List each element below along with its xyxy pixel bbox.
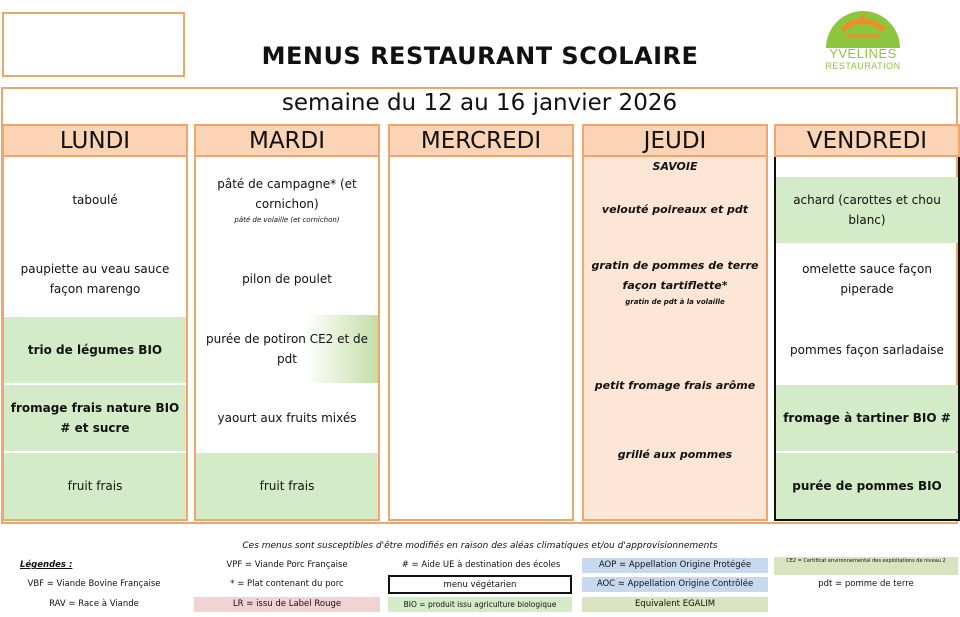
legend-lr: LR = issu de Label Rouge [194,597,380,612]
brand-logo [808,6,918,76]
legend-rav: RAV = Race à Viande [49,599,139,609]
menu-item-text: pâté de campagne* (et cornichon) [217,177,357,211]
legend-bio: BIO = produit issu agriculture biologique [388,597,572,612]
day-body-mardi [194,157,380,521]
menu-item: petit fromage frais arôme [594,379,756,392]
menu-item: fruit frais [4,453,186,519]
legend-egalim: Equivalent EGALIM [582,597,768,612]
legend-ue: # = Aide UE à destination des écoles [401,560,561,570]
legend-vbf: VBF = Viande Bovine Française [27,579,161,589]
day-body-jeudi [582,157,768,521]
menu-item-bio: fromage à tartiner BIO # [776,385,958,451]
legend-pdt: pdt = pomme de terre [818,579,914,589]
menu-item: fruit frais [196,453,378,519]
day-header-mercredi: MERCREDI [388,124,574,157]
day-body-vendredi [774,157,960,521]
day-column-mardi [194,124,380,521]
yvelines-restauration-logo-icon [808,6,918,48]
day-header-vendredi: VENDREDI [774,124,960,157]
legend-vegetarian: menu végétarien [388,575,572,594]
menu-item [196,157,378,243]
menu-item-bio: purée de pommes BIO [776,453,958,519]
menu-item: grillé aux pommes [617,448,733,461]
menu-item: taboulé [72,193,118,207]
school-logo-placeholder [2,12,185,77]
day-header-mardi: MARDI [194,124,380,157]
menu-item: purée de potiron CE2 et de pdt [196,315,378,383]
menu-item: achard (carottes et chou blanc) [776,177,958,243]
legend-ce2: CE2 = Certificat environnemental des exploitations de niveau 2 [774,557,958,575]
legend-aop: AOP = Appellation Origine Protégée [582,558,768,573]
menu-item: yaourt aux fruits mixés [217,411,357,425]
menu-item-bio: trio de légumes BIO [4,317,186,383]
theme-label: SAVOIE [652,160,698,173]
menu-item: pilon de poulet [242,272,332,286]
day-column-vendredi [774,124,960,521]
week-title: semaine du 12 au 16 janvier 2026 [281,90,678,116]
menu-item [584,243,766,321]
brand-name: YVELINES [829,46,897,61]
day-body-mercredi [388,157,574,521]
menu-item-alternative: gratin de pdt à la volaille [625,298,725,306]
menu-item: paupiette au veau sauce façon marengo [20,262,170,296]
legend-title: Légendes : [20,560,73,570]
menu-item-text: gratin de pommes de terre façon tartiflette* [591,259,759,292]
day-header-jeudi: JEUDI [582,124,768,157]
day-column-lundi [2,124,188,521]
disclaimer: Ces menus sont susceptibles d'être modifiés en raison des aléas climatiques et/ou d'approvisionnements [242,541,718,551]
legend-vpf: VPF = Viande Porc Française [226,560,348,570]
menu-item: pommes façon sarladaise [790,343,944,357]
menu-item-alternative: pâté de volaille (et cornichon) [234,216,340,224]
brand-subtitle: RESTAURATION [825,61,901,71]
day-body-lundi [2,157,188,521]
legend-aoc: AOC = Appellation Origine Contrôlée [582,577,768,592]
legend-porc: * = Plat contenant du porc [230,579,344,589]
page-title: MENUS RESTAURANT SCOLAIRE [261,42,699,70]
menu-item-bio: fromage frais nature BIO # et sucre [4,385,186,451]
menu-item: velouté poireaux et pdt [601,203,749,216]
day-header-lundi: LUNDI [2,124,188,157]
day-column-jeudi [582,124,768,521]
menu-item: omelette sauce façon piperade [802,262,932,296]
day-column-mercredi [388,124,574,521]
